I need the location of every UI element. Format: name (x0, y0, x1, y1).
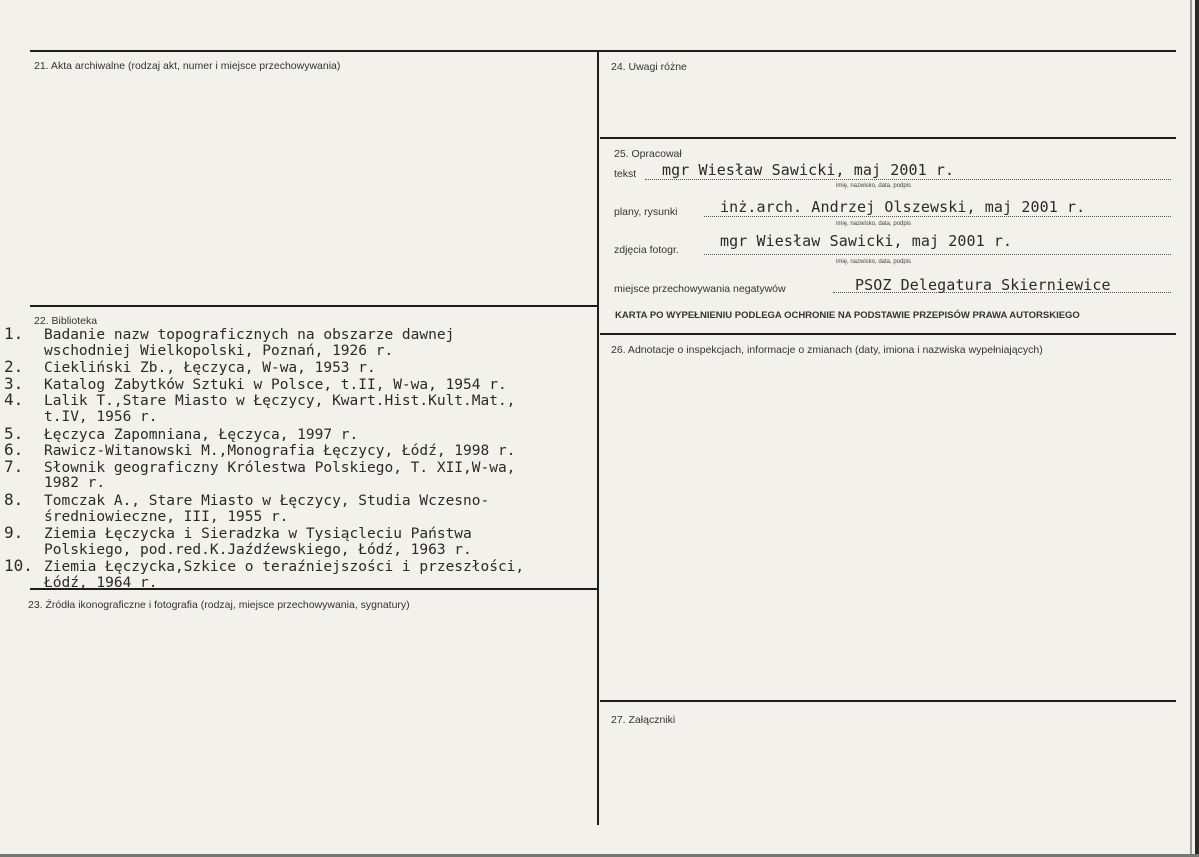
bibliography-text: Ziemia Łęczycka i Sieradzka w Tysiącleciu Państwa (44, 526, 472, 543)
zdjecia-line (704, 254, 1171, 255)
divider-26-27 (600, 700, 1176, 702)
bibliography-text: wschodniej Wielkopolski, Poznań, 1926 r. (44, 342, 394, 359)
bibliography-entry (4, 575, 624, 592)
section-22-label: 22. Biblioteka (34, 315, 98, 327)
bibliography-list (4, 326, 624, 592)
divider-25-26 (600, 333, 1176, 335)
bibliography-text: 1982 r. (44, 475, 106, 492)
copyright-notice: KARTA PO WYPEŁNIENIU PODLEGA OCHRONIE NA PODSTAWIE PRZEPISÓW PRAWA AUTORSKIEGO (615, 310, 1080, 321)
bibliography-text: Katalog Zabytków Sztuki w Polsce, t.II, W-wa, 1954 r. (44, 376, 507, 393)
bibliography-text: Lalik T.,Stare Miasto w Łęczycy, Kwart.Hist.Kult.Mat., (44, 393, 516, 410)
section-23-label: 23. Źródła ikonograficzne i fotografia (rodzaj, miejsce przechowywania, sygnatury) (28, 599, 410, 611)
bibliography-text: Rawicz-Witanowski M.,Monografia Łęczycy, Łódź, 1998 r. (44, 443, 516, 460)
negatives-label: miejsce przechowywania negatywów (614, 283, 786, 295)
bibliography-number: 2. (4, 357, 24, 377)
bibliography-text: Ciekliński Zb., Łęczyca, W-wa, 1953 r. (44, 360, 376, 377)
bibliography-number: 9. (4, 523, 24, 543)
tekst-label: tekst (614, 168, 637, 180)
bibliography-text: Łódź, 1964 r. (44, 574, 158, 591)
zdjecia-label: zdjęcia fotogr. (614, 244, 679, 256)
zdjecia-value: mgr Wiesław Sawicki, maj 2001 r. (720, 232, 1013, 250)
bibliography-number: 4. (4, 390, 24, 410)
section-24-label: 24. Uwagi różne (611, 61, 687, 73)
bibliography-entry (4, 409, 624, 426)
bibliography-number: 5. (4, 423, 24, 443)
bibliography-number: 3. (4, 373, 24, 393)
zdjecia-caption: imię, nazwisko, data, podpis (836, 259, 912, 265)
bibliography-text: Badanie nazw topograficznych na obszarze dawnej (44, 327, 455, 343)
bibliography-entry (4, 359, 624, 376)
bibliography-entry (4, 542, 624, 559)
section-21-label: 21. Akta archiwalne (rodzaj akt, numer i miejsce przechowywania) (34, 60, 341, 72)
section-27-label: 27. Załączniki (611, 714, 676, 726)
tekst-line (645, 179, 1171, 180)
tekst-value: mgr Wiesław Sawicki, maj 2001 r. (662, 161, 955, 179)
bibliography-entry (4, 509, 624, 526)
bibliography-entry (4, 456, 624, 476)
plany-line (704, 216, 1171, 217)
bibliography-entry (4, 326, 624, 343)
bibliography-text: średniowieczne, III, 1955 r. (44, 508, 289, 525)
bibliography-number: 6. (4, 440, 24, 460)
bibliography-entry (4, 442, 624, 459)
bibliography-text: Ziemia Łęczycka,Szkice o teraźniejszości i przeszłości, (44, 559, 525, 576)
card-edge (1195, 0, 1199, 857)
negatives-value: PSOZ Delegatura Skierniewice (855, 276, 1111, 294)
bibliography-text: t.IV, 1956 r. (44, 408, 158, 425)
bibliography-entry (4, 423, 624, 443)
bibliography-number: 10. (4, 556, 33, 576)
plany-caption: imię, nazwisko, data, podpis (836, 221, 912, 227)
bibliography-text: Słownik geograficzny Królestwa Polskiego, T. XII,W-wa, (44, 459, 516, 476)
plany-label: plany, rysunki (614, 206, 678, 218)
bibliography-number: 1. (4, 324, 24, 343)
bibliography-entry (4, 558, 624, 575)
bibliography-entry (4, 373, 624, 393)
divider-21-22 (30, 305, 598, 307)
bibliography-text: Polskiego, pod.red.K.Jaźdźewskiego, Łódź, 1963 r. (44, 541, 472, 558)
tekst-caption: imię, nazwisko, data, podpis (836, 183, 912, 189)
section-26-label: 26. Adnotacje o inspekcjach, informacje o zmianach (daty, imiona i nazwiska wypełniających) (611, 344, 1043, 356)
bibliography-entry (4, 525, 624, 542)
bibliography-entry (4, 392, 624, 409)
top-rule (30, 50, 1176, 52)
section-25-label: 25. Opracował (614, 148, 682, 160)
bibliography-text: Łęczyca Zapomniana, Łęczyca, 1997 r. (44, 426, 359, 443)
bibliography-number: 7. (4, 456, 24, 476)
bibliography-text: Tomczak A., Stare Miasto w Łęczycy, Studia Wczesno- (44, 492, 490, 509)
bibliography-number: 8. (4, 489, 24, 509)
bibliography-entry (4, 343, 624, 360)
bibliography-entry (4, 475, 624, 492)
bibliography-entry (4, 489, 624, 509)
plany-value: inż.arch. Andrzej Olszewski, maj 2001 r. (720, 198, 1086, 216)
divider-24-25 (600, 137, 1176, 139)
right-border (1190, 0, 1192, 857)
